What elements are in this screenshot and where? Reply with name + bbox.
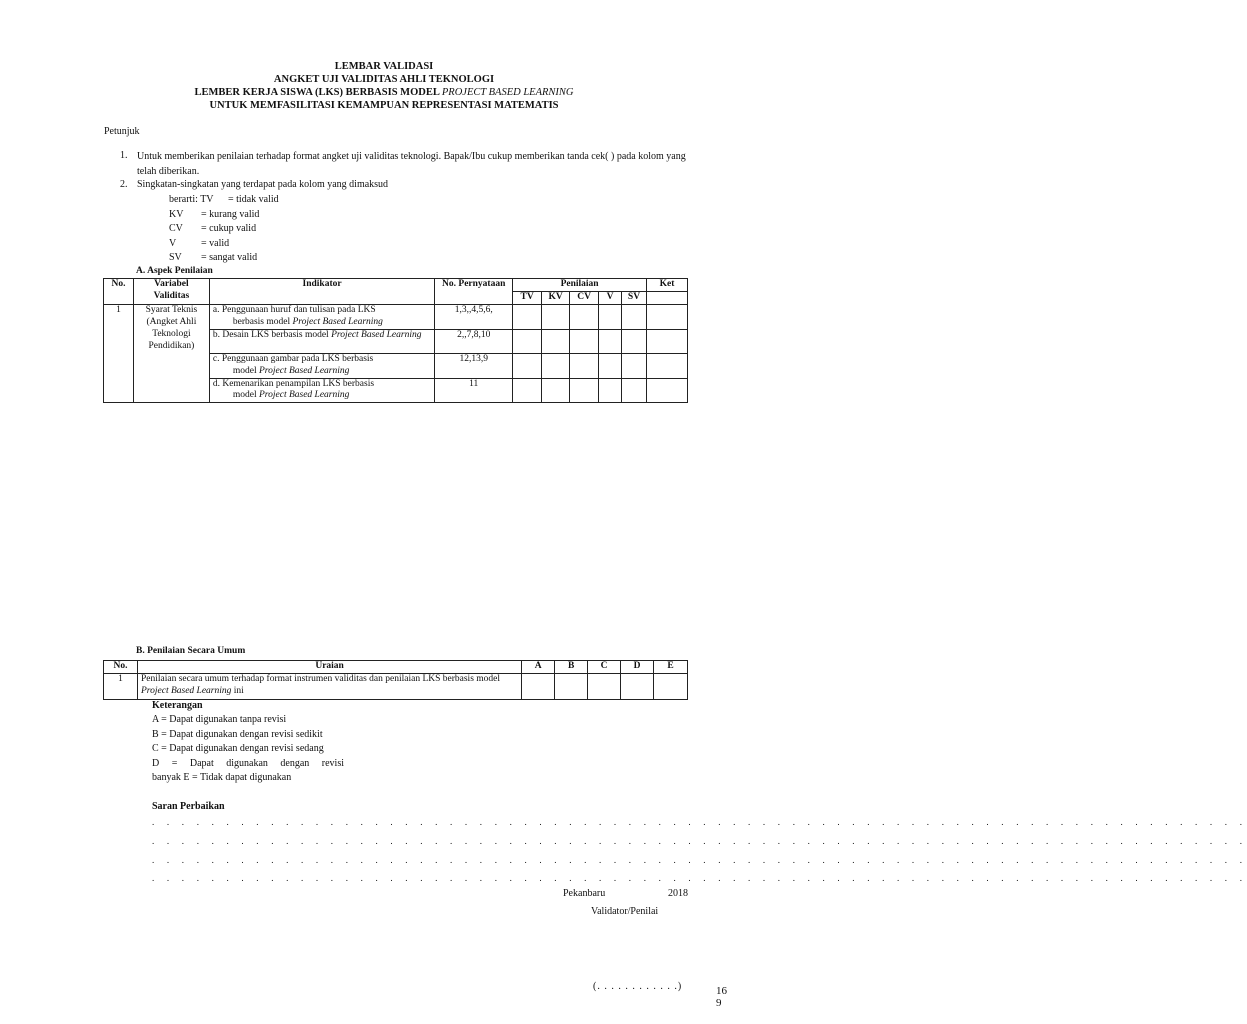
grade-cell[interactable] <box>654 673 688 699</box>
check-cell[interactable] <box>513 329 542 353</box>
row-variabel: Syarat Teknis (Angket Ahli Teknologi Pendidikan) <box>133 305 209 403</box>
check-cell[interactable] <box>542 305 570 330</box>
col-header-grade-d: D <box>621 661 654 674</box>
col-header-grade-c: C <box>588 661 621 674</box>
header-line-1: LEMBAR VALIDASI <box>334 61 434 72</box>
ket-cell[interactable] <box>646 353 687 378</box>
col-header-ket-blank <box>646 292 687 305</box>
check-cell[interactable] <box>513 305 542 330</box>
keterangan-item: D = Dapat digunakan dengan revisi <box>152 757 344 769</box>
col-header-cv: CV <box>570 292 599 305</box>
grade-cell[interactable] <box>522 673 555 699</box>
signature-place: Pekanbaru <box>563 888 606 899</box>
statement-c: 12,13,9 <box>435 353 513 378</box>
col-header-ket: Ket <box>646 279 687 292</box>
validator-label: Validator/Penilai <box>591 906 659 917</box>
keterangan-title: Keterangan <box>152 700 203 711</box>
check-cell[interactable] <box>599 329 622 353</box>
signature-year: 2018 <box>668 888 688 899</box>
ket-cell[interactable] <box>646 329 687 353</box>
col-header-pernyataan: No. Pernyataan <box>435 279 513 305</box>
col-header-uraian: Uraian <box>137 661 521 674</box>
col-header-no: No. <box>104 279 134 305</box>
document-page: LEMBAR VALIDASI ANGKET UJI VALIDITAS AHLI TEKNOLOGI LEMBER KERJA SISWA (LKS) BERBASIS MODEL PROJECT BASED LEARNING UNTUK MEMFASILITASI KEMAMPUAN REPRESENTASI MATEMATIS Petunjuk 1. Untuk memberikan penilaian terhadap format angket uji validitas teknologi. Bapak/Ibu cukup memberikan tanda cek( ) pada kolom yang telah diberikan. 2. Singkatan-singkatan yang terdapat pada kolom yang dimaksud berarti: TV = tidak valid KV = kurang valid CV = cukup valid V = valid SV = sangat valid A. Aspek Penilaian No. Variabel Validitas Indikator No. Pernyataan Penilaian Ket TV KV CV V SV 1 Syarat Teknis (Angket Ahli Teknologi Pendidikan) a. Penggunaan huruf dan tulisan pada LKS berbasis model Project Based Learning 1,3,,4,5,6, b. Desain LKS berbasis model Project Based Learning 2,,7,8,10 c. Penggunaan gambar pada LKS berbasis model Project Based Learning 12,13,9 d. Kemenarikan penampilan LKS berbasis model Project Based Learning 11 B. Penilaian Secara Umum No. Uraian A B C D E 1 Penilaian secara umum terhadap format instrumen validitas dan penilaian LKS berbasis model Project Based Learning ini Keterangan A = Dapat digunakan tanpa revisi B = Dapat digunakan dengan revisi sedikit C = Dapat digunakan dengan revisi sedang D = Dapat digunakan dengan revisi banyak E = Tidak dapat digunakan Saran Perbaikan . . . . . . . . . . . . . . . . . . . . . . . . . . . . . . . . . . . . . . . . . . . . . . . . . . . . . . . . . . . . . . . . . . . . . . . . . . . . . . . . . . . . . . . . . . . . . . . . . . . . . . . . . . . . . . . . . . . . . . . . . . . . . . . . . . . . . . . . . . . . . . . . . . . . . . . . . . . . . . . . . . . . . . . . . . . . . . . . . . . . . . . . . . . . . . . . . . . . . . . . . . . . . . . . . . . . . . . . . . . . . . . . . . . . . . . . . . . . . . . . . . . . . . . . . . . . . . . . . . . . . . . . . . . . . . . . . . . . . . . . . . . . . . . . . . . . . . . . Pekanbaru 2018 Validator/Penilai (. . . . . . . . . . . .) 16 9 <box>0 0 768 1024</box>
col-header-grade-a: A <box>522 661 555 674</box>
col-header-indikator: Indikator <box>209 279 434 305</box>
check-cell[interactable] <box>622 305 647 330</box>
keterangan-list <box>152 714 344 787</box>
col-header-penilaian: Penilaian <box>513 279 647 292</box>
indicator-c: c. Penggunaan gambar pada LKS berbasis model Project Based Learning <box>209 353 434 378</box>
check-cell[interactable] <box>599 305 622 330</box>
indicator-a: a. Penggunaan huruf dan tulisan pada LKS berbasis model Project Based Learning <box>209 305 434 330</box>
col-header-variabel: Variabel Validitas <box>133 279 209 305</box>
col-header-v: V <box>599 292 622 305</box>
header-line-4: UNTUK MEMFASILITASI KEMAMPUAN REPRESENTASI MATEMATIS <box>209 100 559 111</box>
check-cell[interactable] <box>542 329 570 353</box>
col-header-kv: KV <box>542 292 570 305</box>
check-cell[interactable] <box>599 353 622 378</box>
section-b-title: B. Penilaian Secara Umum <box>136 646 246 656</box>
instruction-item: 1. Untuk memberikan penilaian terhadap format angket uji validitas teknologi. Bapak/Ibu cukup memberikan tanda cek( ) pada kolom yang telah diberikan. <box>120 150 686 177</box>
assessment-table <box>103 278 688 403</box>
keterangan-item: C = Dapat digunakan dengan revisi sedang <box>152 743 324 754</box>
statement-d: 11 <box>435 378 513 403</box>
keterangan-item: A = Dapat digunakan tanpa revisi <box>152 714 287 725</box>
col-header-sv: SV <box>622 292 647 305</box>
saran-line[interactable]: . . . . . . . . . . . . . . . . . . . . . . . . . . . . . . . . . . . . . . . . . . . . . . . . . . . . . . . . . . . . . . . . . . . . . . . . . . <box>152 855 1247 865</box>
col-header-no: No. <box>104 661 138 674</box>
check-cell[interactable] <box>599 378 622 403</box>
check-cell[interactable] <box>622 329 647 353</box>
table-row <box>104 305 688 330</box>
general-assessment-table <box>103 660 688 700</box>
indicator-b: b. Desain LKS berbasis model Project Based Learning <box>209 329 434 353</box>
check-cell[interactable] <box>622 353 647 378</box>
saran-title: Saran Perbaikan <box>152 801 225 812</box>
keterangan-item: banyak E = Tidak dapat digunakan <box>152 772 292 783</box>
signature-line: (. . . . . . . . . . . .) <box>593 981 683 992</box>
row-uraian: Penilaian secara umum terhadap format instrumen validitas dan penilaian LKS berbasis model Project Based Learning ini <box>137 673 521 699</box>
section-a-title: A. Aspek Penilaian <box>136 266 213 276</box>
col-header-grade-b: B <box>555 661 588 674</box>
document-header <box>0 60 768 112</box>
check-cell[interactable] <box>513 353 542 378</box>
check-cell[interactable] <box>542 378 570 403</box>
statement-b: 2,,7,8,10 <box>435 329 513 353</box>
ket-cell[interactable] <box>646 305 687 330</box>
header-line-3: LEMBER KERJA SISWA (LKS) BERBASIS MODEL PROJECT BASED LEARNING <box>194 87 574 98</box>
grade-cell[interactable] <box>621 673 654 699</box>
table-row <box>104 673 688 699</box>
row-no: 1 <box>104 673 138 699</box>
indicator-d: d. Kemenarikan penampilan LKS berbasis model Project Based Learning <box>209 378 434 403</box>
check-cell[interactable] <box>570 353 599 378</box>
ket-cell[interactable] <box>646 378 687 403</box>
check-cell[interactable] <box>570 378 599 403</box>
col-header-tv: TV <box>513 292 542 305</box>
grade-cell[interactable] <box>555 673 588 699</box>
col-header-grade-e: E <box>654 661 688 674</box>
check-cell[interactable] <box>622 378 647 403</box>
saran-line[interactable]: . . . . . . . . . . . . . . . . . . . . . . . . . . . . . . . . . . . . . . . . . . . . . . . . . . . . . . . . . . . . . . . . . . . . . . . . . . <box>152 817 1247 827</box>
check-cell[interactable] <box>513 378 542 403</box>
petunjuk-label: Petunjuk <box>104 126 140 137</box>
grade-cell[interactable] <box>588 673 621 699</box>
check-cell[interactable] <box>570 329 599 353</box>
saran-line[interactable]: . . . . . . . . . . . . . . . . . . . . . . . . . . . . . . . . . . . . . . . . . . . . . . . . . . . . . . . . . . . . . . . . . . . . . . . . . . <box>152 873 1247 883</box>
keterangan-item: B = Dapat digunakan dengan revisi sedikit <box>152 728 323 740</box>
check-cell[interactable] <box>570 305 599 330</box>
check-cell[interactable] <box>542 353 570 378</box>
header-line-2: ANGKET UJI VALIDITAS AHLI TEKNOLOGI <box>273 74 495 85</box>
saran-line[interactable]: . . . . . . . . . . . . . . . . . . . . . . . . . . . . . . . . . . . . . . . . . . . . . . . . . . . . . . . . . . . . . . . . . . . . . . . . . . <box>152 836 1247 846</box>
row-no: 1 <box>104 305 134 403</box>
statement-a: 1,3,,4,5,6, <box>435 305 513 330</box>
page-number: 16 9 <box>716 985 727 1009</box>
